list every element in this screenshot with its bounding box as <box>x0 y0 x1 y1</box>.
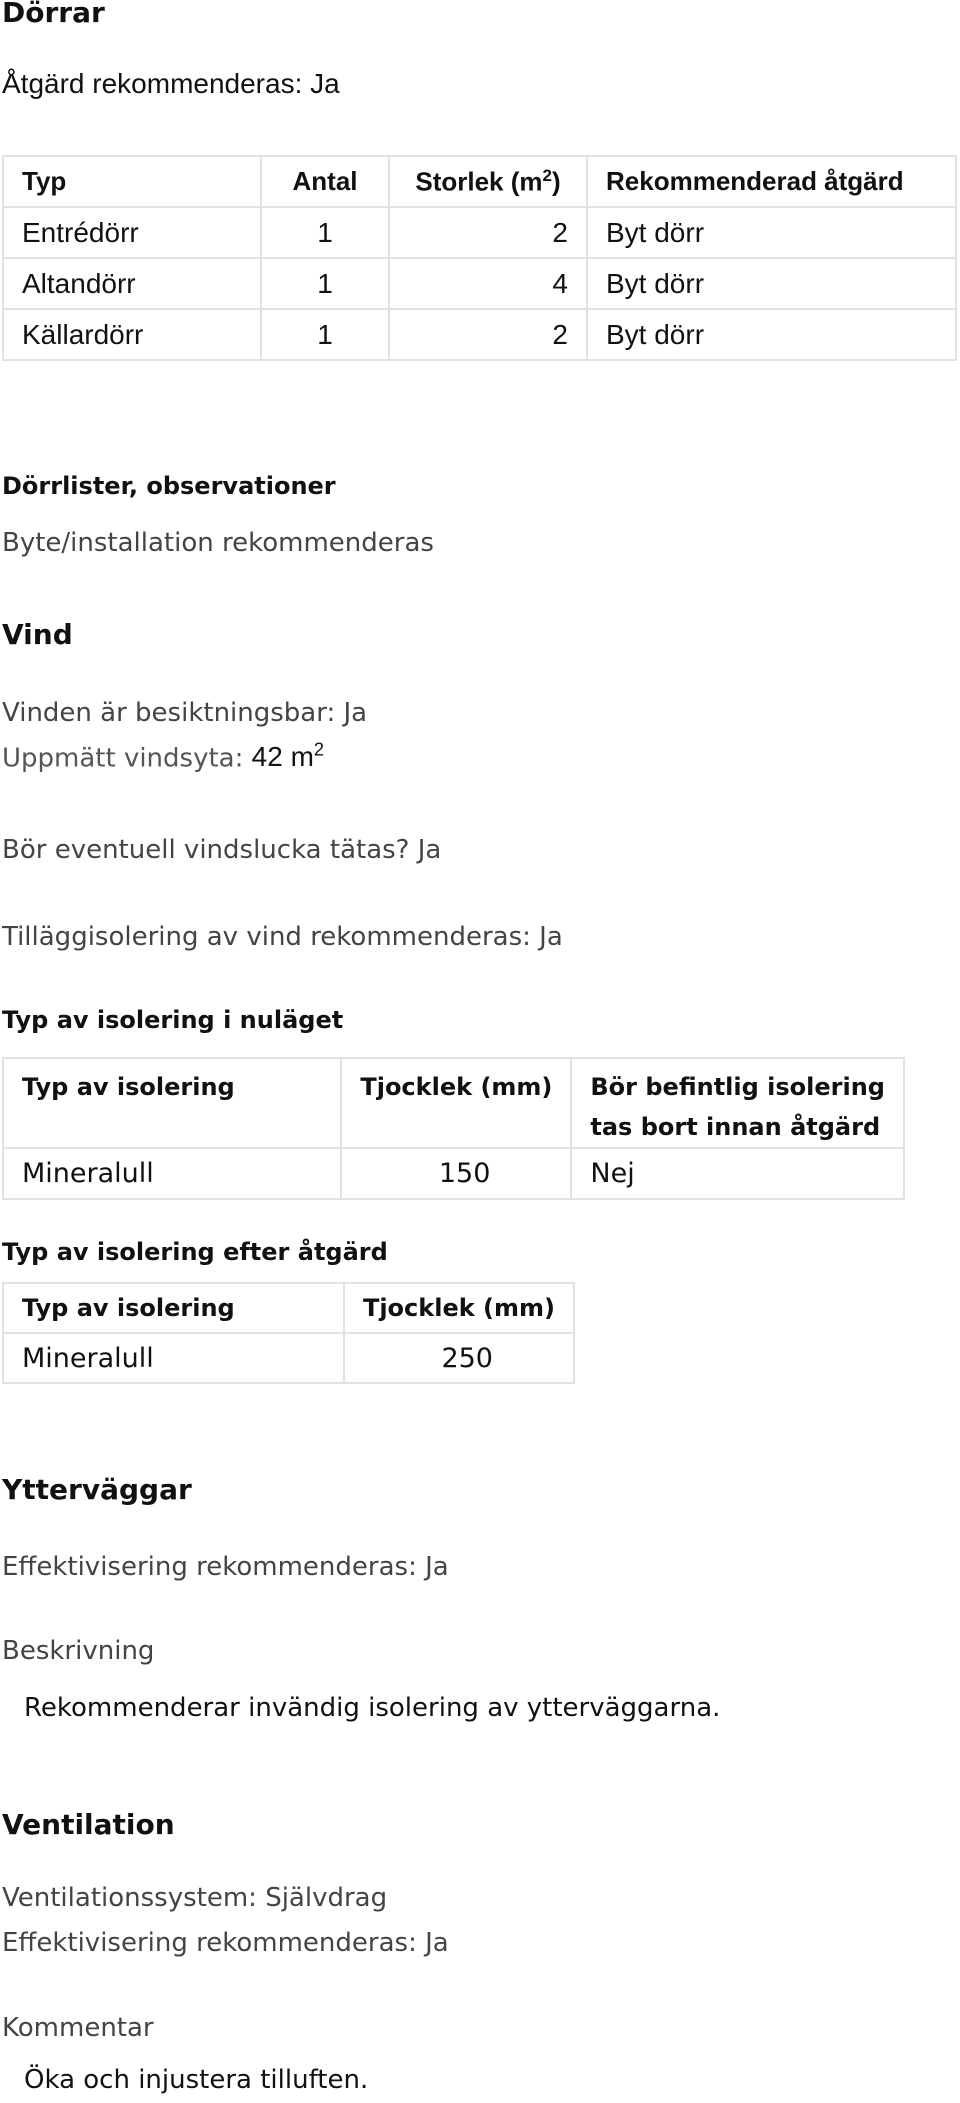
insulation-col-thickness: Tjocklek (mm) <box>341 1058 571 1148</box>
insulation-col-remove-line1: Bör befintlig isolering <box>590 1073 885 1101</box>
ventilation-heading: Ventilation <box>2 1808 175 1841</box>
door-count: 1 <box>261 258 389 309</box>
table-row <box>3 207 956 258</box>
ventilation-system-label: Ventilationssystem: <box>2 1883 257 1913</box>
outer-walls-efficiency-label: Effektivisering rekommenderas: <box>2 1552 417 1582</box>
doors-col-count: Antal <box>261 156 389 207</box>
attic-area-sup: 2 <box>313 740 325 760</box>
insulation-after-table <box>2 1282 575 1384</box>
door-size: 4 <box>389 258 587 309</box>
doors-recommended-value: Ja <box>310 68 340 99</box>
table-header-row <box>3 156 956 207</box>
attic-inspectable-label: Vinden är besiktningsbar: <box>2 698 336 728</box>
door-count: 1 <box>261 207 389 258</box>
doors-col-size-prefix: Storlek (m <box>415 166 543 197</box>
doors-col-type: Typ <box>3 156 261 207</box>
insulation-thickness: 150 <box>341 1148 571 1199</box>
insulation-remove: Nej <box>571 1148 904 1199</box>
insulation-after-col-type: Typ av isolering <box>3 1283 344 1333</box>
attic-hatch-value: Ja <box>417 835 442 865</box>
door-type: Altandörr <box>3 258 261 309</box>
doors-col-size-sup: 2 <box>542 165 552 185</box>
ventilation-efficiency-value: Ja <box>425 1928 449 1958</box>
outer-walls-description-label: Beskrivning <box>2 1636 155 1666</box>
doors-recommended-label: Åtgärd rekommenderas: <box>2 68 303 99</box>
doors-table <box>2 155 957 361</box>
insulation-col-remove-line2: tas bort innan åtgärd <box>590 1113 881 1141</box>
insulation-after-type: Mineralull <box>3 1333 344 1383</box>
outer-walls-description-text: Rekommenderar invändig isolering av ytterväggarna. <box>24 1693 721 1723</box>
door-type: Källardörr <box>3 309 261 360</box>
table-row <box>3 258 956 309</box>
ventilation-comment-label: Kommentar <box>2 2013 154 2043</box>
table-row <box>3 1148 904 1199</box>
attic-extra-insulation <box>2 922 563 952</box>
outer-walls-heading: Ytterväggar <box>2 1473 192 1506</box>
attic-extra-insulation-value: Ja <box>539 922 563 952</box>
ventilation-efficiency-label: Effektivisering rekommenderas: <box>2 1928 417 1958</box>
attic-hatch-label: Bör eventuell vindslucka tätas? <box>2 835 410 865</box>
attic-inspectable <box>2 698 367 728</box>
attic-inspectable-value: Ja <box>343 698 368 728</box>
attic-area-value <box>252 741 324 772</box>
door-action: Byt dörr <box>587 207 956 258</box>
attic-area <box>2 740 324 773</box>
attic-hatch <box>2 835 441 865</box>
table-header-row <box>3 1058 904 1148</box>
table-header-row <box>3 1283 574 1333</box>
outer-walls-efficiency-value: Ja <box>425 1552 449 1582</box>
attic-area-label: Uppmätt vindsyta: <box>2 743 244 774</box>
ventilation-system-value: Självdrag <box>265 1883 388 1913</box>
door-action: Byt dörr <box>587 258 956 309</box>
door-size: 2 <box>389 309 587 360</box>
attic-current-heading: Typ av isolering i nuläget <box>2 1006 344 1034</box>
ventilation-comment-text: Öka och injustera tilluften. <box>24 2065 369 2095</box>
insulation-col-remove <box>571 1058 904 1148</box>
attic-extra-insulation-label: Tilläggisolering av vind rekommenderas: <box>2 922 531 952</box>
doors-col-size <box>389 156 587 207</box>
insulation-after-thickness: 250 <box>344 1333 574 1383</box>
attic-heading: Vind <box>2 618 73 651</box>
door-count: 1 <box>261 309 389 360</box>
door-action: Byt dörr <box>587 309 956 360</box>
door-seals-text: Byte/installation rekommenderas <box>2 528 434 558</box>
ventilation-efficiency <box>2 1928 449 1958</box>
attic-after-heading: Typ av isolering efter åtgärd <box>2 1238 388 1266</box>
door-type: Entrédörr <box>3 207 261 258</box>
ventilation-system <box>2 1883 387 1913</box>
doors-col-action: Rekommenderad åtgärd <box>587 156 956 207</box>
door-size: 2 <box>389 207 587 258</box>
insulation-type: Mineralull <box>3 1148 341 1199</box>
insulation-after-col-thickness: Tjocklek (mm) <box>344 1283 574 1333</box>
door-seals-heading: Dörrlister, observationer <box>2 472 336 500</box>
insulation-col-type: Typ av isolering <box>3 1058 341 1148</box>
attic-area-number: 42 m <box>251 741 314 773</box>
doors-heading: Dörrar <box>2 0 105 29</box>
insulation-current-table <box>2 1057 905 1200</box>
outer-walls-efficiency <box>2 1552 449 1582</box>
doors-recommended <box>2 68 340 100</box>
table-row <box>3 309 956 360</box>
doors-col-size-suffix: ) <box>551 166 561 197</box>
table-row <box>3 1333 574 1383</box>
